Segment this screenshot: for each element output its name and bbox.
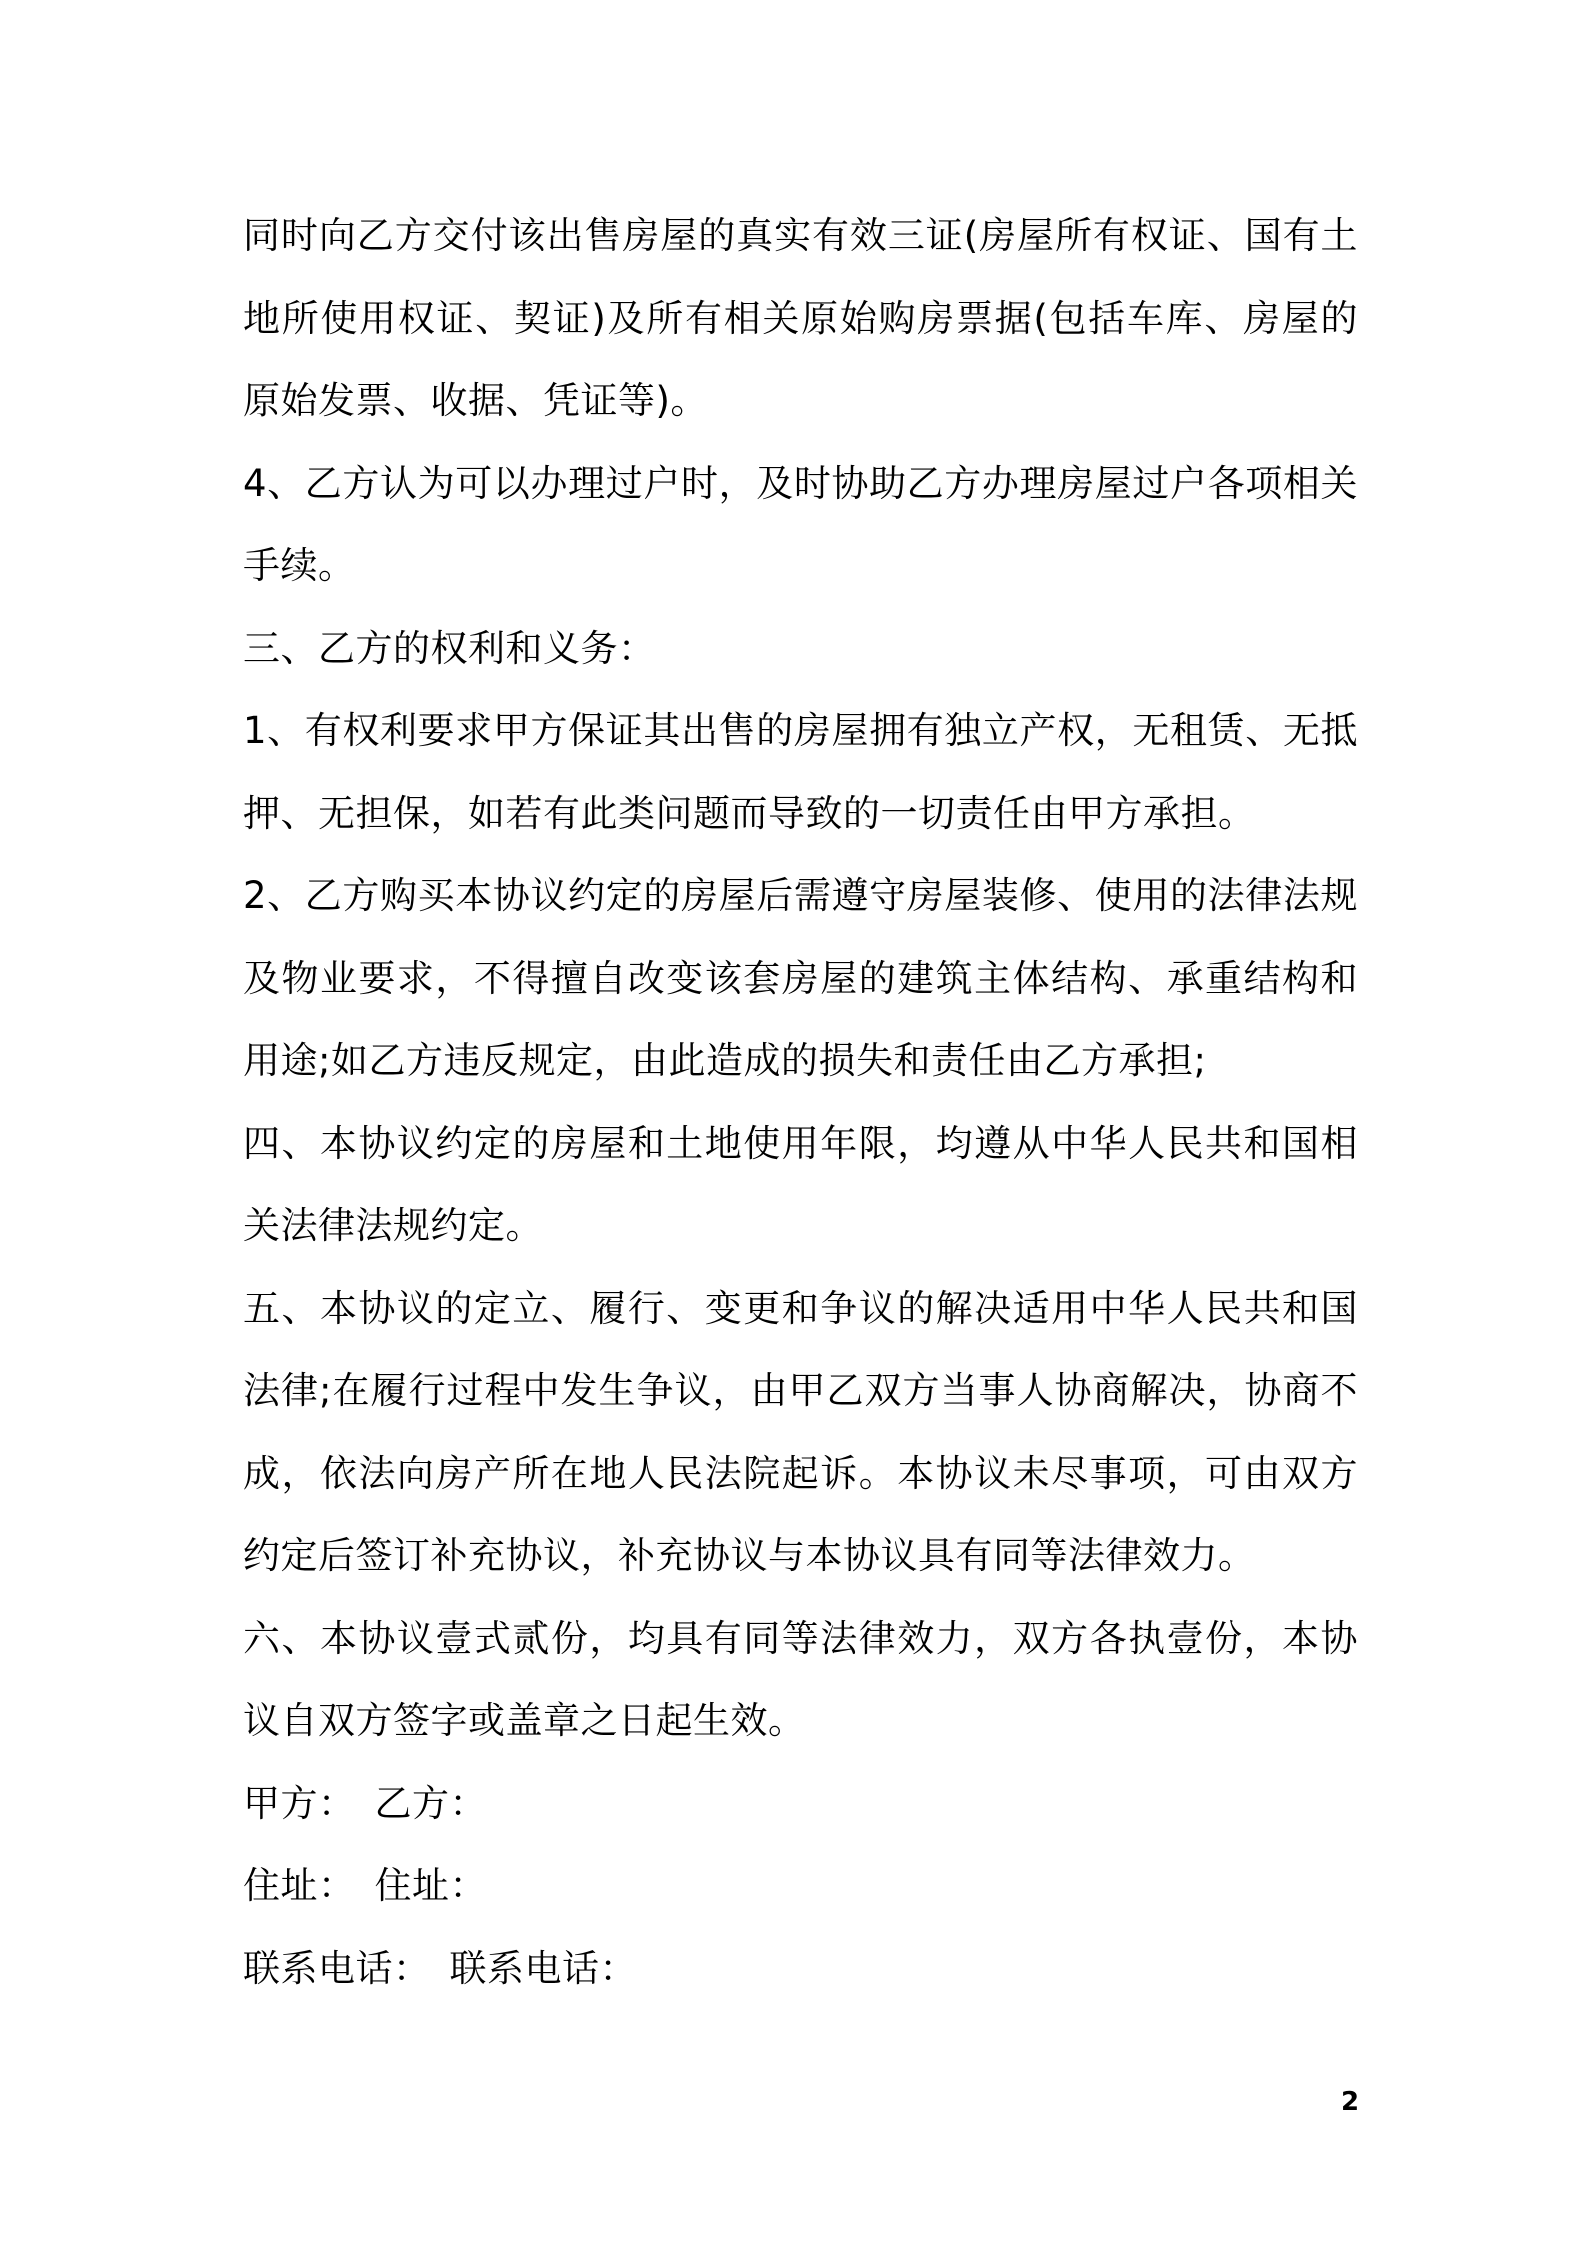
paragraph-section-4: 四、本协议约定的房屋和土地使用年限，均遵从中华人民共和国相关法律法规约定。 [243,1121,1358,1247]
page-number: 2 [1340,2087,1360,2117]
paragraph-section-6: 六、本协议壹式贰份，均具有同等法律效力，双方各执壹份，本协议自双方签字或盖章之日起生效。 [243,1616,1358,1742]
document-body [243,195,1358,2010]
paragraph-clause-b2: 2、乙方购买本协议约定的房屋后需遵守房屋装修、使用的法律法规及物业要求，不得擅自改变该套房屋的建筑主体结构、承重结构和用途;如乙方违反规定，由此造成的损失和责任由乙方承担; [243,874,1358,1082]
section-heading-party-b-rights: 三、乙方的权利和义务： [243,626,656,670]
signature-line-phone: 联系电话： 联系电话： [243,1946,637,1990]
paragraph-delivery-certificates: 同时向乙方交付该出售房屋的真实有效三证(房屋所有权证、国有土地所使用权证、契证)及所有相关原始购房票据(包括车库、房屋的原始发票、收据、凭证等)。 [243,214,1358,422]
paragraph-section-5: 五、本协议的定立、履行、变更和争议的解决适用中华人民共和国法律;在履行过程中发生争议，由甲乙双方当事人协商解决，协商不成，依法向房产所在地人民法院起诉。本协议未尽事项，可由双方约定后签订补充协议，补充协议与本协议具有同等法律效力。 [243,1286,1358,1577]
signature-line-address: 住址： 住址： [243,1864,487,1907]
paragraph-clause-b1: 1、有权利要求甲方保证其出售的房屋拥有独立产权，无租赁、无抵押、无担保，如若有此类问题而导致的一切责任由甲方承担。 [243,709,1358,835]
signature-line-party: 甲方： 乙方： [243,1781,487,1825]
paragraph-clause-4: 4、乙方认为可以办理过户时，及时协助乙方办理房屋过户各项相关手续。 [243,461,1358,587]
